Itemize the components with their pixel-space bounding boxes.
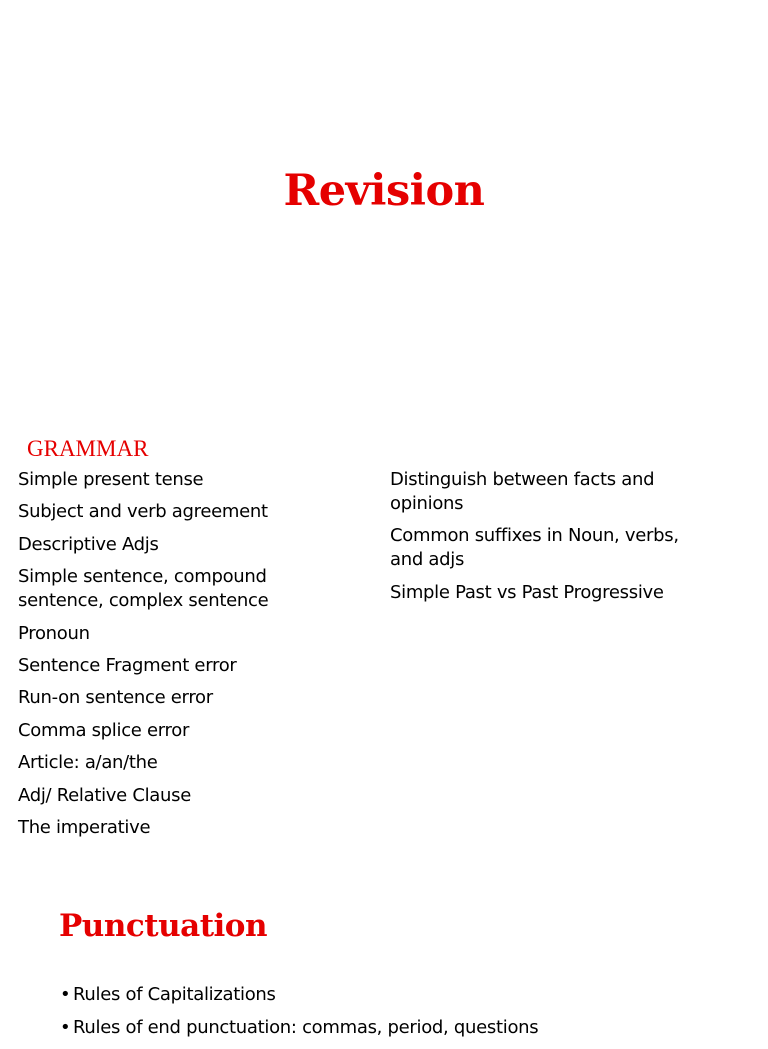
punctuation-heading: Punctuation <box>59 908 268 944</box>
list-item <box>60 1016 760 1040</box>
list-item: Common suffixes in Noun, verbs, and adjs <box>390 525 679 571</box>
list-item: Simple present tense <box>18 469 204 490</box>
list-item: Sentence Fragment error <box>18 654 237 676</box>
bullet-text: Rules of Capitalizations <box>73 984 276 1005</box>
bullet-icon: • <box>60 1017 71 1038</box>
list-item: Simple Past vs Past Progressive <box>390 581 664 603</box>
list-item: Distinguish between facts and opinions <box>390 469 655 514</box>
list-item: Article: a/an/the <box>18 752 158 774</box>
list-item: Subject and verb agreement <box>18 501 268 523</box>
list-item <box>60 983 760 1007</box>
list-item: Descriptive Adjs <box>18 533 159 555</box>
list-item: Pronoun <box>18 622 90 644</box>
grammar-topics-right <box>390 468 720 613</box>
punctuation-bullets <box>60 983 760 1049</box>
list-item: Comma splice error <box>18 719 190 741</box>
list-item: Simple sentence, compound sentence, complex sentence <box>18 566 269 612</box>
bullet-text: Rules of end punctuation: commas, period, questions <box>73 1017 539 1038</box>
page-title: Revision <box>283 166 485 216</box>
list-item: Adj/ Relative Clause <box>18 784 191 806</box>
list-item: The imperative <box>18 816 151 838</box>
grammar-heading: GRAMMAR <box>27 436 149 461</box>
list-item: Run-on sentence error <box>18 687 213 709</box>
bullet-icon: • <box>60 984 71 1005</box>
grammar-topics-left <box>18 468 368 848</box>
